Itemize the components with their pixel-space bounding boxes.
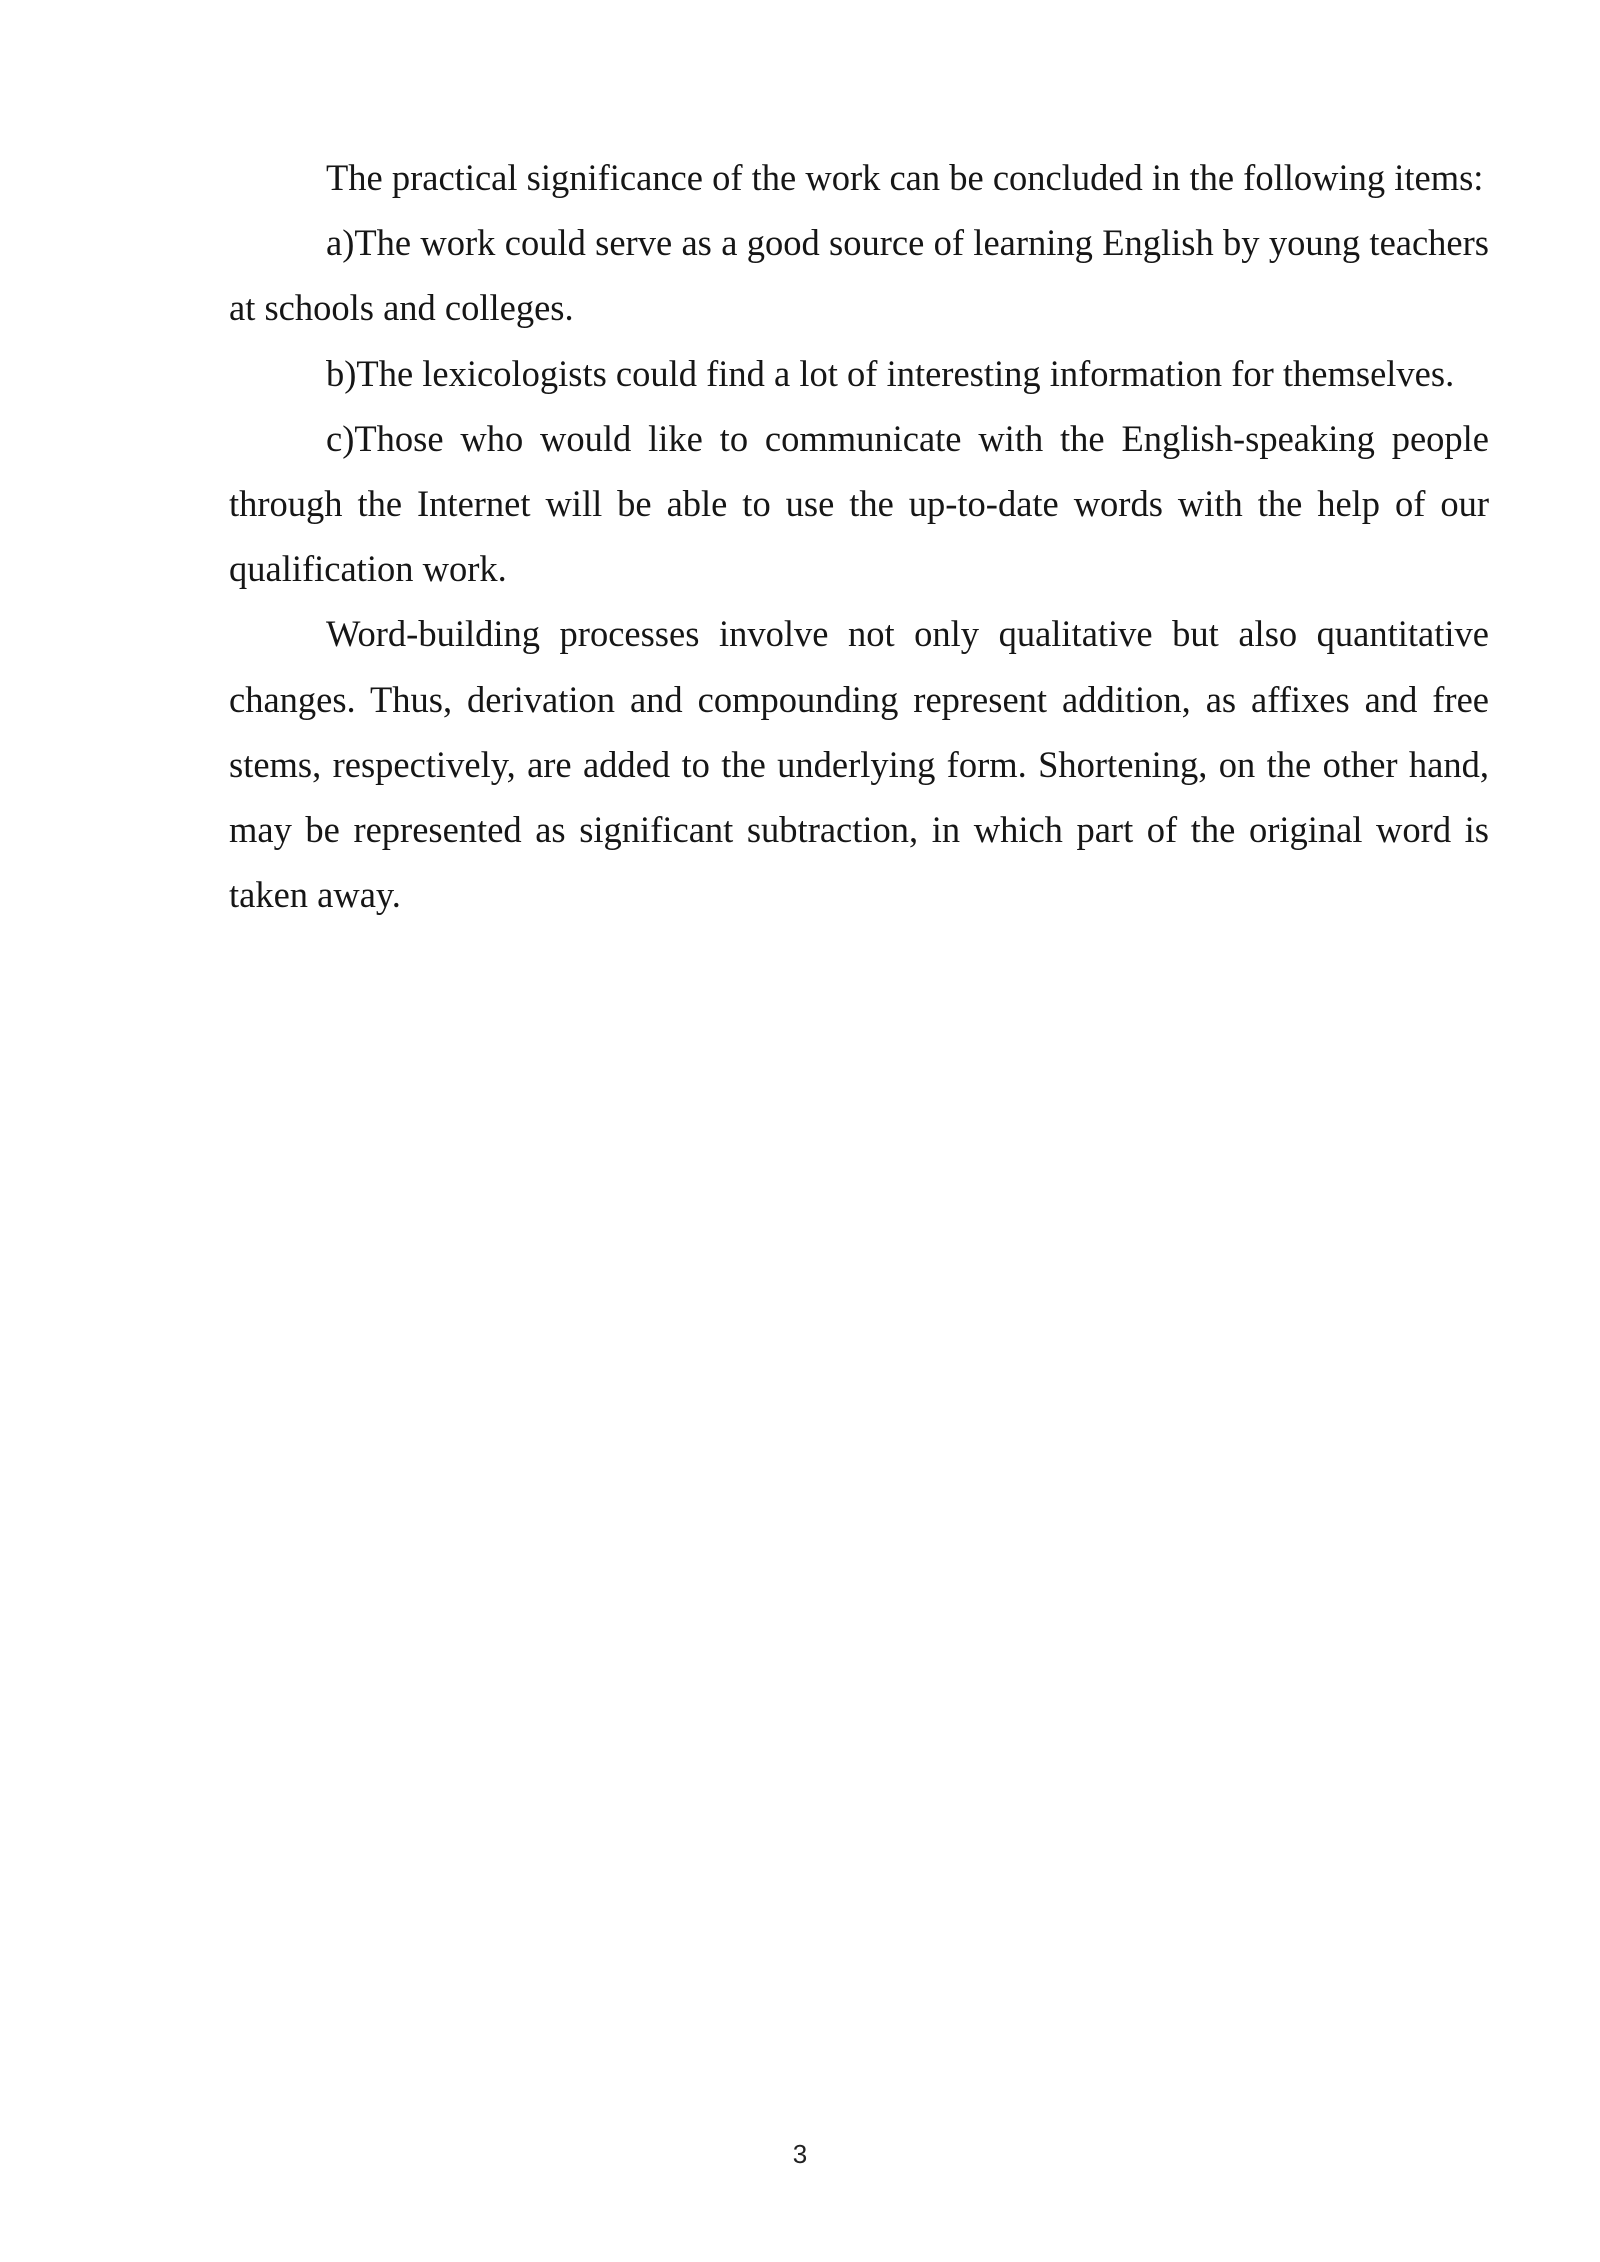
paragraph-word-building: Word-building processes involve not only qualitative but also quantitative changes. Thus, derivation and compounding represent addition, as affixes and free stems, respectively, are added to the underlying form. Shortening, on the other hand, may be represented as significant subtraction, in which part of the original word is taken away. [229, 613, 1489, 916]
list-item-c: c)Those who would like to communicate with the English-speaking people through the Internet will be able to use the up-to-date words with the help of our qualification work. [229, 417, 1489, 590]
paragraph-practical-significance: The practical significance of the work can be concluded in the following items: [326, 157, 1484, 198]
body-text [229, 145, 1489, 927]
page-number: 3 [792, 2139, 808, 2169]
list-item-a: a)The work could serve as a good source of learning English by young teachers at schools and colleges. [229, 222, 1489, 329]
list-item-b: b)The lexicologists could find a lot of interesting information for themselves. [326, 352, 1455, 394]
